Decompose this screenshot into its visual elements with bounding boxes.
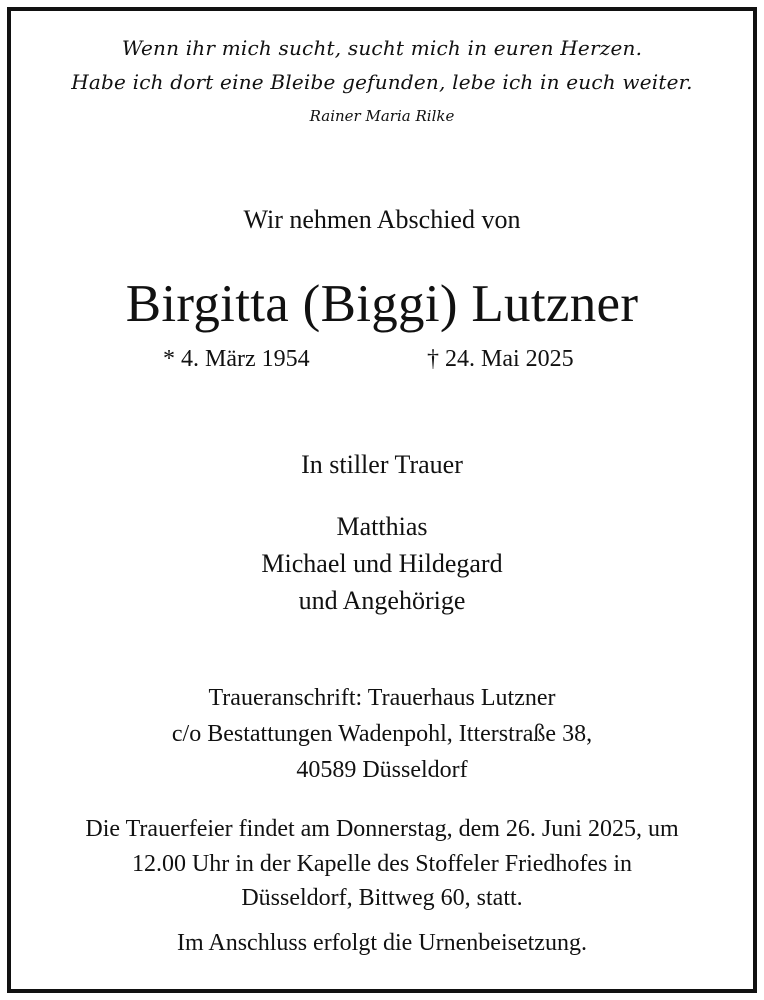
quote-author: Rainer Maria Rilke (309, 107, 455, 125)
burial-note: Im Anschluss erfolgt die Urnenbeisetzung. (177, 930, 587, 956)
death-date: † 24. Mai 2025 (427, 346, 574, 372)
birth-date: * 4. März 1954 (163, 346, 310, 372)
quote-line-1: Wenn ihr mich sucht, sucht mich in euren Herzen. (121, 36, 643, 60)
mourners-heading: In stiller Trauer (301, 450, 463, 479)
ceremony-line-1: Die Trauerfeier findet am Donnerstag, dem 26. Juni 2025, um (85, 816, 679, 842)
quote-line-2: Habe ich dort eine Bleibe gefunden, lebe ich in euch weiter. (71, 70, 693, 94)
ceremony-line-2: 12.00 Uhr in der Kapelle des Stoffeler Friedhofes in (131, 851, 633, 877)
address-line-2: c/o Bestattungen Wadenpohl, Itterstraße 38, (171, 721, 593, 747)
address-line-1: Traueranschrift: Trauerhaus Lutzner (208, 685, 556, 711)
ceremony-line-3: Düsseldorf, Bittweg 60, statt. (241, 885, 523, 911)
address-line-3: 40589 Düsseldorf (296, 757, 468, 783)
mourner-name: Matthias (336, 512, 428, 541)
intro-text: Wir nehmen Abschied von (243, 205, 521, 234)
notice-border (7, 7, 757, 993)
mourner-name: und Angehörige (298, 586, 466, 615)
deceased-name: Birgitta (Biggi) Lutzner (125, 275, 639, 333)
mourner-name: Michael und Hildegard (261, 549, 503, 578)
